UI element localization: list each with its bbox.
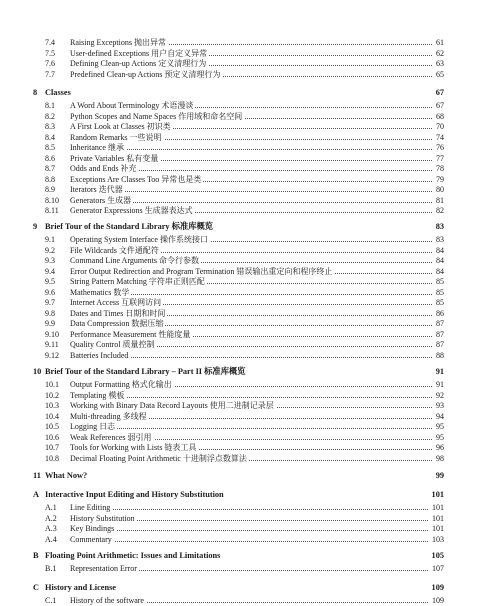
- dot-leader: [70, 530, 444, 531]
- entry-page-number: 80: [433, 184, 444, 195]
- dot-leader: [70, 191, 444, 192]
- toc-section-entry[interactable]: [0, 174, 484, 185]
- toc-section-entry[interactable]: [0, 153, 484, 164]
- entry-page-number: 95: [433, 421, 444, 432]
- toc-section-entry[interactable]: [0, 595, 484, 606]
- entry-page-number: 74: [433, 132, 444, 143]
- entry-number: 11: [33, 471, 41, 480]
- entry-title: Brief Tour of the Standard Library 标准库概览: [45, 222, 214, 231]
- toc-section-entry[interactable]: [0, 411, 484, 422]
- entry-number: 9.3: [45, 256, 55, 265]
- entry-title: Defining Clean-up Actions 定义清理行为: [70, 59, 207, 68]
- entry-number: 9.8: [45, 308, 55, 318]
- entry-title: Odds and Ends 补充: [70, 164, 137, 173]
- entry-title: Interactive Input Editing and History Substitution: [45, 490, 224, 499]
- toc-section-entry[interactable]: [0, 350, 484, 361]
- entry-page-number: 88: [433, 350, 444, 361]
- entry-number: 9.4: [45, 266, 55, 276]
- entry-title: Raising Exceptions 抛出异常: [70, 38, 166, 47]
- entry-number: A.3: [45, 524, 57, 533]
- entry-title: Performance Measurement 性能度量: [70, 329, 191, 339]
- dot-leader: [70, 428, 444, 429]
- toc-section-entry[interactable]: [0, 266, 484, 277]
- entry-title: Operating System Interface 操作系统接口: [70, 235, 208, 244]
- entry-number: 7.6: [45, 59, 55, 68]
- entry-number: 7.5: [45, 48, 55, 58]
- entry-page-number: 77: [433, 153, 444, 164]
- entry-number: 8.5: [45, 143, 55, 152]
- toc-section-entry[interactable]: [0, 390, 484, 401]
- toc-section-entry[interactable]: [0, 400, 484, 411]
- entry-number: 7.7: [45, 69, 55, 79]
- entry-number: 10.1: [45, 380, 59, 389]
- toc-section-entry[interactable]: [0, 205, 484, 216]
- entry-title: Output Formatting 格式化输出: [70, 380, 172, 389]
- entry-number: 10.4: [45, 411, 59, 421]
- entry-page-number: 78: [433, 163, 444, 174]
- entry-page-number: 96: [433, 442, 444, 453]
- entry-title: Private Variables 私有变量: [70, 153, 159, 163]
- entry-number: A.2: [45, 513, 57, 523]
- entry-number: 8.11: [45, 206, 59, 215]
- entry-number: 8.6: [45, 153, 55, 163]
- entry-number: 8.2: [45, 111, 55, 121]
- entry-page-number: 85: [433, 297, 444, 308]
- entry-page-number: 101: [429, 489, 444, 500]
- entry-page-number: 92: [433, 390, 444, 401]
- entry-title: Generators 生成器: [70, 195, 132, 205]
- entry-page-number: 101: [429, 513, 444, 524]
- entry-number: 9.2: [45, 245, 55, 255]
- entry-number: 8.10: [45, 195, 59, 205]
- entry-number: 10.7: [45, 443, 59, 452]
- entry-page-number: 67: [433, 87, 444, 98]
- entry-page-number: 87: [433, 329, 444, 340]
- entry-title: A First Look at Classes 初识类: [70, 122, 171, 131]
- entry-title: File Wildcards 文件通配符: [70, 245, 159, 255]
- toc-section-entry[interactable]: [0, 48, 484, 59]
- toc-section-entry[interactable]: [0, 563, 484, 574]
- entry-number: 9.12: [45, 350, 59, 360]
- entry-page-number: 98: [433, 453, 444, 464]
- entry-title: Classes: [45, 88, 71, 97]
- toc-section-entry[interactable]: [0, 534, 484, 545]
- toc-section-entry[interactable]: [0, 502, 484, 513]
- entry-title: Mathematics 数学: [70, 287, 130, 297]
- entry-number: B.1: [45, 564, 57, 573]
- toc-chapter-entry[interactable]: [0, 582, 484, 593]
- entry-title: Commentary: [70, 534, 112, 544]
- entry-page-number: 101: [429, 502, 444, 513]
- entry-page-number: 109: [429, 595, 444, 606]
- toc-section-entry[interactable]: [0, 329, 484, 340]
- entry-page-number: 94: [433, 411, 444, 422]
- entry-title: Internet Access 互联网访问: [70, 298, 162, 307]
- entry-number: A.4: [45, 534, 57, 544]
- toc-section-entry[interactable]: [0, 37, 484, 48]
- toc-section-entry[interactable]: [0, 318, 484, 329]
- entry-number: 8.1: [45, 101, 55, 110]
- toc-section-entry[interactable]: [0, 339, 484, 350]
- entry-title: Representation Error: [70, 564, 137, 573]
- entry-title: Quality Control 质量控制: [70, 340, 155, 349]
- entry-title: Dates and Times 日期和时间: [70, 308, 166, 318]
- entry-number: 9.5: [45, 277, 55, 286]
- entry-title: Multi-threading 多线程: [70, 411, 147, 421]
- toc-section-entry[interactable]: [0, 69, 484, 80]
- entry-number: 9.11: [45, 340, 59, 349]
- entry-title: A Word About Terminology 术语漫谈: [70, 101, 194, 110]
- entry-page-number: 107: [429, 563, 444, 574]
- entry-page-number: 63: [433, 58, 444, 69]
- toc-section-entry[interactable]: [0, 184, 484, 195]
- entry-page-number: 84: [433, 255, 444, 266]
- entry-page-number: 91: [433, 379, 444, 390]
- entry-page-number: 83: [433, 221, 444, 232]
- entry-number: 9.10: [45, 329, 59, 339]
- entry-number: 9.1: [45, 235, 55, 244]
- entry-page-number: 99: [433, 470, 444, 481]
- entry-number: 8.3: [45, 122, 55, 131]
- toc-section-entry[interactable]: [0, 163, 484, 174]
- entry-page-number: 93: [433, 400, 444, 411]
- entry-page-number: 85: [433, 287, 444, 298]
- dot-leader: [70, 541, 444, 542]
- entry-title: History of the software: [70, 596, 144, 605]
- entry-page-number: 79: [433, 174, 444, 185]
- entry-title: Generator Expressions 生成器表达式: [70, 206, 193, 215]
- entry-number: 10.5: [45, 422, 59, 431]
- entry-page-number: 91: [433, 366, 444, 377]
- entry-number: 8.7: [45, 164, 55, 173]
- entry-page-number: 65: [433, 69, 444, 80]
- entry-number: 10.8: [45, 453, 59, 463]
- toc-section-entry[interactable]: [0, 442, 484, 453]
- entry-number: 10.2: [45, 390, 59, 400]
- entry-number: 9.7: [45, 298, 55, 307]
- toc-section-entry[interactable]: [0, 379, 484, 390]
- toc-section-entry[interactable]: [0, 308, 484, 319]
- entry-page-number: 86: [433, 308, 444, 319]
- toc-section-entry[interactable]: [0, 255, 484, 266]
- entry-title: Data Compression 数据压缩: [70, 319, 164, 328]
- entry-page-number: 61: [433, 37, 444, 48]
- entry-title: Working with Binary Data Record Layouts 使用二进制记录层: [70, 401, 274, 410]
- entry-number: B: [33, 551, 39, 560]
- entry-number: C.1: [45, 596, 57, 605]
- entry-title: Weak References 弱引用: [70, 432, 152, 442]
- entry-page-number: 103: [429, 534, 444, 545]
- toc-section-entry[interactable]: [0, 421, 484, 432]
- toc-section-entry[interactable]: [0, 276, 484, 287]
- entry-title: Exceptions Are Classes Too 异常也是类: [70, 174, 202, 184]
- toc-section-entry[interactable]: [0, 523, 484, 534]
- entry-title: Batteries Included: [70, 350, 129, 360]
- entry-page-number: 105: [429, 550, 444, 561]
- entry-title: Python Scopes and Name Spaces 作用域和命名空间: [70, 111, 243, 121]
- entry-number: A.1: [45, 503, 57, 512]
- toc-chapter-entry[interactable]: [0, 87, 484, 98]
- entry-title: History Substitution: [70, 513, 135, 523]
- toc-section-entry[interactable]: [0, 121, 484, 132]
- entry-title: Key Bindings: [70, 524, 115, 533]
- entry-title: Templating 模板: [70, 390, 125, 400]
- entry-number: 9.6: [45, 287, 55, 297]
- entry-title: History and License: [45, 583, 116, 592]
- entry-page-number: 84: [433, 245, 444, 256]
- entry-number: 8.9: [45, 185, 55, 194]
- entry-number: C: [33, 583, 39, 592]
- entry-title: Tools for Working with Lists 链表工具: [70, 443, 197, 452]
- entry-page-number: 70: [433, 121, 444, 132]
- toc-section-entry[interactable]: [0, 58, 484, 69]
- entry-page-number: 62: [433, 48, 444, 59]
- entry-number: A: [33, 490, 39, 499]
- entry-page-number: 87: [433, 318, 444, 329]
- entry-number: 8.4: [45, 132, 55, 142]
- entry-number: 8: [33, 88, 38, 97]
- toc-section-entry[interactable]: [0, 245, 484, 256]
- entry-page-number: 109: [429, 582, 444, 593]
- entry-number: 9: [33, 222, 38, 231]
- entry-page-number: 76: [433, 142, 444, 153]
- entry-title: Floating Point Arithmetic: Issues and Limitations: [45, 551, 221, 560]
- entry-page-number: 83: [433, 234, 444, 245]
- entry-number: 8.8: [45, 174, 55, 184]
- toc-section-entry[interactable]: [0, 513, 484, 524]
- entry-page-number: 82: [433, 205, 444, 216]
- toc-section-entry[interactable]: [0, 100, 484, 111]
- entry-title: What Now?: [45, 471, 88, 480]
- toc-chapter-entry[interactable]: [0, 550, 484, 561]
- entry-title: Iterators 迭代器: [70, 185, 123, 194]
- entry-page-number: 81: [433, 195, 444, 206]
- entry-title: Logging 日志: [70, 422, 116, 431]
- toc-section-entry[interactable]: [0, 195, 484, 206]
- toc-section-entry[interactable]: [0, 234, 484, 245]
- entry-title: Inheritance 继承: [70, 143, 124, 152]
- dot-leader: [70, 149, 444, 150]
- toc-chapter-entry[interactable]: [0, 489, 484, 500]
- entry-page-number: 101: [429, 523, 444, 534]
- entry-title: Random Remarks 一些说明: [70, 132, 162, 142]
- entry-title: Error Output Redirection and Program Termination 错误输出重定向和程序终止: [70, 266, 333, 276]
- entry-title: Brief Tour of the Standard Library – Part II 标准库概览: [45, 367, 246, 376]
- toc-chapter-entry[interactable]: [0, 470, 484, 481]
- entry-title: String Pattern Matching 字符串正则匹配: [70, 277, 205, 286]
- entry-title: User-defined Exceptions 用户自定义异常: [70, 48, 208, 58]
- entry-number: 9.9: [45, 319, 55, 328]
- toc-section-entry[interactable]: [0, 111, 484, 122]
- entry-number: 7.4: [45, 38, 55, 47]
- toc-section-entry[interactable]: [0, 132, 484, 143]
- entry-title: Command Line Arguments 命令行参数: [70, 256, 199, 265]
- dot-leader: [70, 509, 444, 510]
- entry-page-number: 68: [433, 111, 444, 122]
- toc-chapter-entry[interactable]: [0, 221, 484, 232]
- toc-section-entry[interactable]: [0, 142, 484, 153]
- toc-chapter-entry[interactable]: [0, 366, 484, 377]
- toc-section-entry[interactable]: [0, 432, 484, 443]
- entry-title: Line Editing: [70, 503, 111, 512]
- entry-number: 10.3: [45, 401, 59, 410]
- entry-title: Predefined Clean-up Actions 预定义清理行为: [70, 69, 221, 79]
- toc-section-entry[interactable]: [0, 287, 484, 298]
- entry-number: 10.6: [45, 432, 59, 442]
- entry-page-number: 67: [433, 100, 444, 111]
- entry-number: 10: [33, 367, 42, 376]
- toc-section-entry[interactable]: [0, 453, 484, 464]
- entry-page-number: 95: [433, 432, 444, 443]
- entry-page-number: 85: [433, 276, 444, 287]
- entry-page-number: 87: [433, 339, 444, 350]
- entry-title: Decimal Floating Point Arithmetic 十进制浮点数算法: [70, 453, 247, 463]
- entry-page-number: 84: [433, 266, 444, 277]
- toc-section-entry[interactable]: [0, 297, 484, 308]
